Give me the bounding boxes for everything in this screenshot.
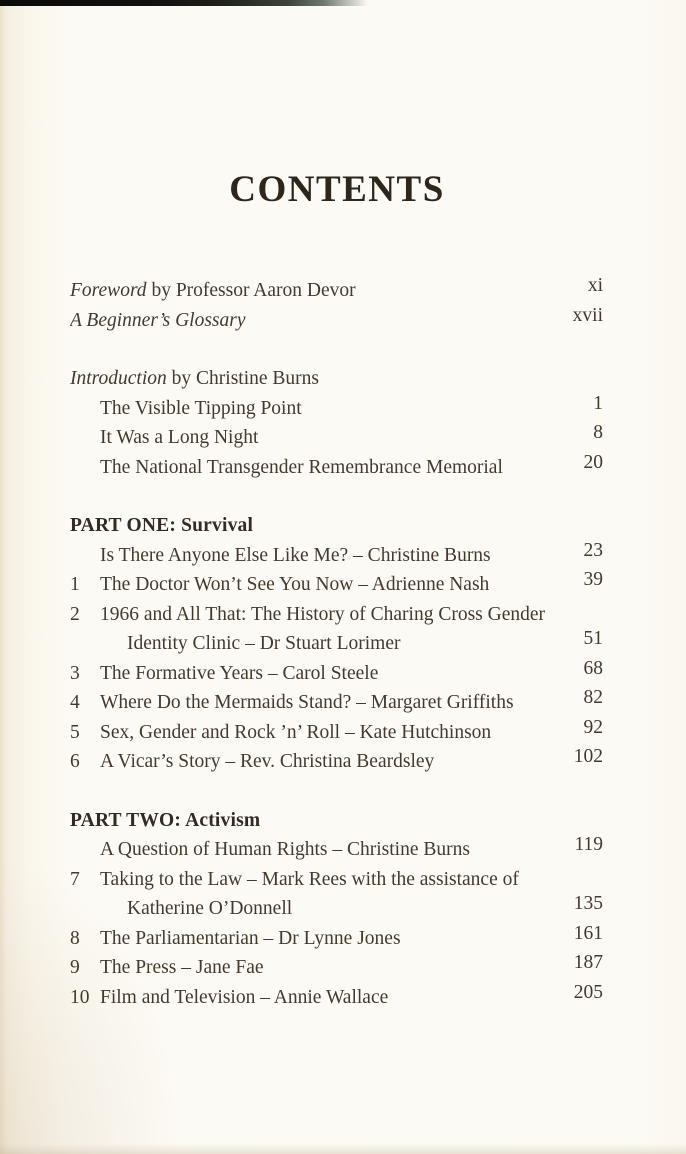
toc-entry: [70, 423, 603, 453]
entry-number: 9: [70, 957, 80, 978]
entry-page-number: xi: [587, 275, 603, 296]
entry-page-number: 161: [573, 922, 603, 944]
toc: [0, 276, 686, 1012]
entry-title: Identity Clinic – Dr Stuart Lorimer: [127, 633, 401, 654]
entry-title: 1966 and All That: The History of Charing Cross Gender: [100, 603, 546, 625]
toc-section-front-matter: [70, 276, 603, 335]
scan-edge-artifact: [0, 0, 368, 6]
entry-number: 10: [70, 986, 90, 1008]
entry-number: 3: [70, 662, 80, 684]
entry-title: A Beginner’s Glossary: [70, 309, 246, 331]
toc-entry: [70, 364, 603, 394]
entry-title: Is There Anyone Else Like Me? – Christine Burns: [100, 544, 491, 566]
toc-entry: [70, 953, 603, 983]
entry-page-number: 1: [593, 392, 603, 414]
entry-title: The Parliamentarian – Dr Lynne Jones: [100, 927, 401, 949]
toc-entry: [70, 894, 603, 924]
entry-title: Introduction by Christine Burns: [70, 368, 319, 389]
entry-title: It Was a Long Night: [100, 427, 259, 448]
entry-title: Film and Television – Annie Wallace: [100, 986, 389, 1008]
entry-page-number: 187: [573, 952, 603, 973]
toc-section-part-one: [70, 511, 603, 777]
entry-number: 6: [70, 751, 80, 772]
toc-entry: [70, 394, 603, 424]
part-heading: PART ONE: Survival: [70, 515, 254, 536]
toc-section-part-two: [70, 806, 603, 1013]
part-heading: PART TWO: Activism: [70, 809, 261, 831]
toc-entry: [70, 718, 603, 748]
toc-entry: [70, 629, 603, 659]
entry-title: The Visible Tipping Point: [100, 397, 302, 419]
toc-entry: [70, 541, 603, 571]
entry-number: 1: [70, 574, 80, 595]
entry-number: 5: [70, 721, 80, 743]
entry-number: 8: [70, 927, 80, 949]
toc-entry: [70, 865, 603, 895]
entry-title: The Doctor Won’t See You Now – Adrienne Nash: [100, 574, 490, 595]
entry-number: 7: [70, 868, 80, 890]
entry-page-number: 92: [583, 716, 603, 738]
toc-section-introduction: [70, 364, 603, 482]
entry-page-number: 20: [583, 451, 603, 473]
entry-title: Katherine O’Donnell: [127, 898, 293, 919]
toc-entry: [70, 600, 603, 630]
entry-page-number: 68: [583, 657, 603, 679]
entry-title: The National Transgender Remembrance Memorial: [100, 456, 503, 478]
entry-page-number: 8: [593, 422, 603, 443]
entry-page-number: 39: [583, 569, 603, 590]
entry-title: A Vicar’s Story – Rev. Christina Beardsley: [100, 751, 435, 772]
entry-number: 2: [70, 603, 80, 625]
toc-entry: [70, 306, 603, 336]
entry-title: Taking to the Law – Mark Rees with the assistance of: [100, 868, 519, 890]
entry-page-number: xvii: [572, 304, 603, 326]
toc-entry: [70, 276, 603, 306]
toc-entry: [70, 924, 603, 954]
toc-entry: [70, 747, 603, 777]
toc-entry: [70, 659, 603, 689]
toc-entry: [70, 688, 603, 718]
toc-entry: [70, 983, 603, 1013]
toc-entry: [70, 570, 603, 600]
entry-page-number: 205: [573, 981, 603, 1003]
entry-page-number: 23: [583, 539, 603, 561]
entry-page-number: 51: [583, 628, 603, 649]
entry-title: A Question of Human Rights – Christine Burns: [100, 839, 470, 860]
entry-title: Where Do the Mermaids Stand? – Margaret Griffiths: [100, 692, 514, 713]
entry-title: Foreword by Professor Aaron Devor: [70, 280, 356, 301]
contents-title: CONTENTS: [229, 169, 445, 210]
entry-number: 4: [70, 692, 80, 713]
entry-title: Sex, Gender and Rock ’n’ Roll – Kate Hutchinson: [100, 721, 492, 743]
toc-entry: [70, 453, 603, 483]
entry-title: The Formative Years – Carol Steele: [100, 662, 379, 684]
entry-title: The Press – Jane Fae: [100, 957, 264, 978]
toc-entry: [70, 835, 603, 865]
entry-page-number: 102: [573, 746, 603, 767]
entry-page-number: 135: [573, 893, 603, 914]
entry-page-number: 82: [583, 687, 603, 708]
entry-page-number: 119: [574, 834, 603, 855]
